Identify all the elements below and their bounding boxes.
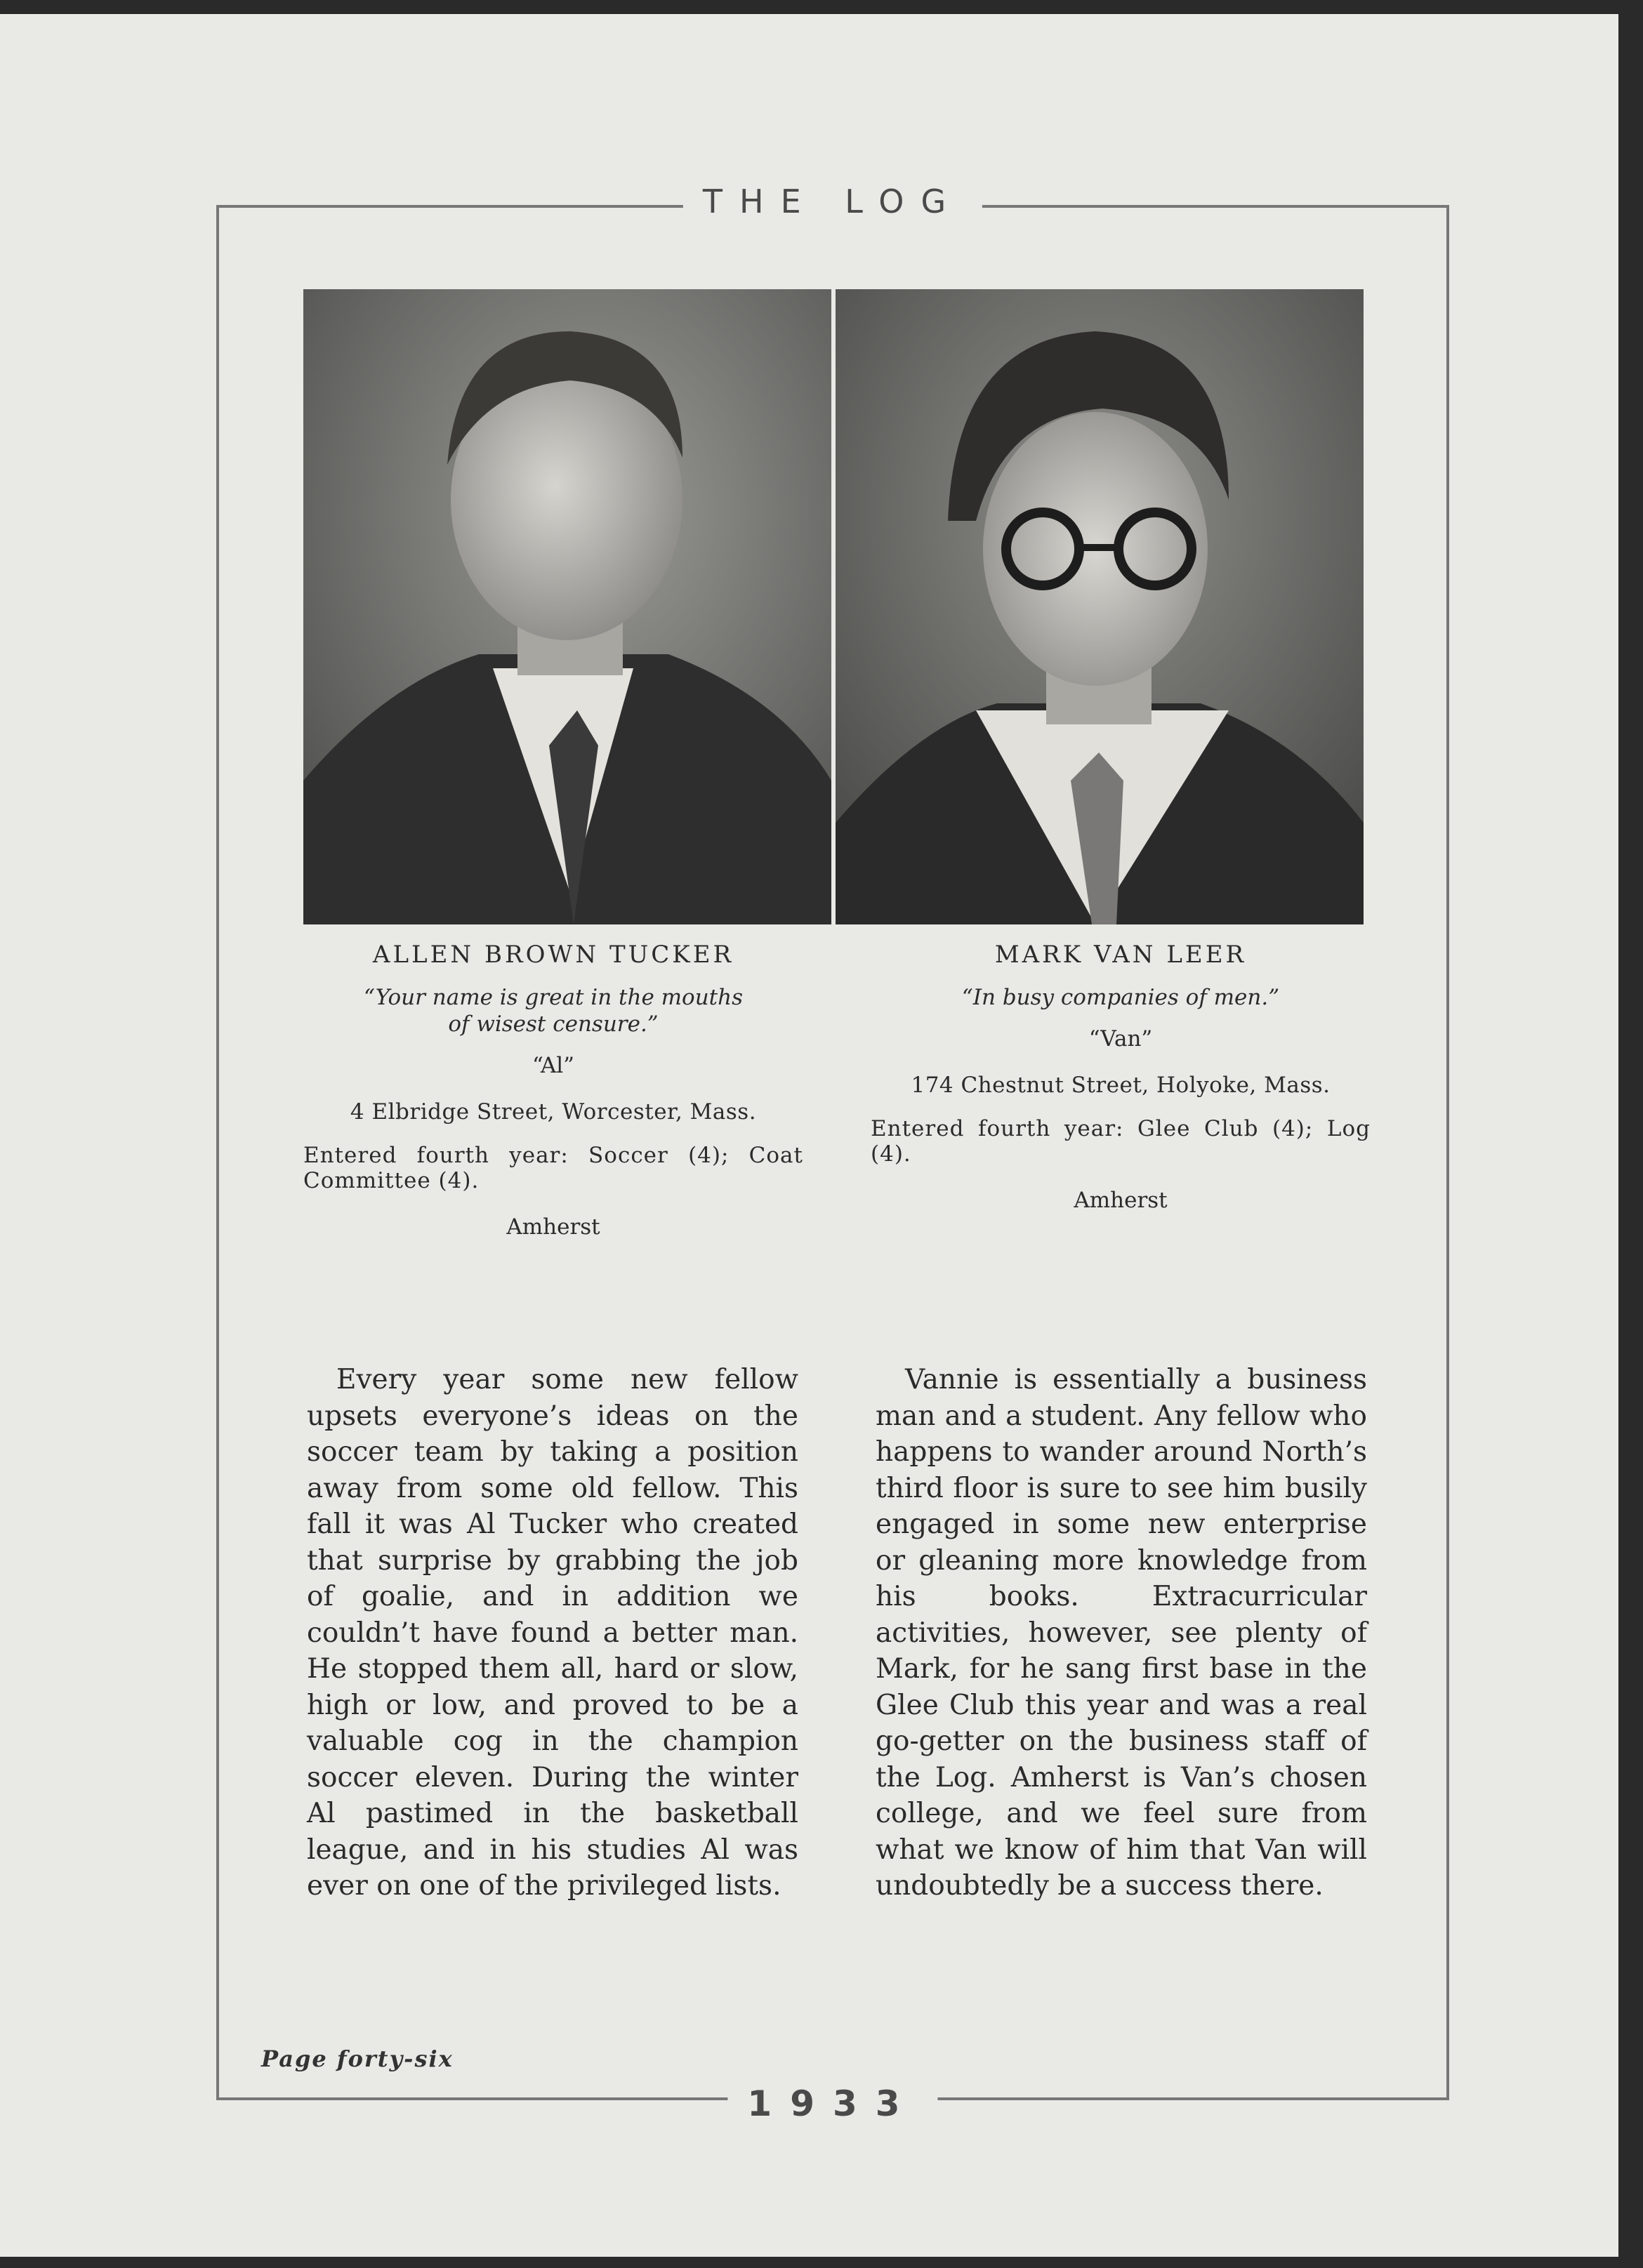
student-college: Amherst: [506, 1214, 600, 1240]
student-nickname: “Al”: [532, 1053, 574, 1078]
student-activities: Entered fourth year: Soccer (4); Coat Committee (4).: [303, 1143, 803, 1193]
student-address: 174 Chestnut Street, Holyoke, Mass.: [911, 1073, 1331, 1098]
quote-line: “In busy companies of men.”: [961, 985, 1280, 1010]
portrait-photo-tucker: [303, 289, 831, 924]
student-activities: Entered fourth year: Glee Club (4); Log (4).: [871, 1116, 1371, 1167]
essay-van-leer: Vannie is essentially a business man and a student. Any fellow who happens to wander around North’s third floor is sure to see him busily engaged in some new enterprise or gleaning more knowledge from his books. Extracurricular activities, however, see plenty of Mark, for he sang first base in the Glee Club this year and was a real go-getter on the business staff of the Log. Amherst is Van’s chosen college, and we feel sure from what we know of him that Van will undoubtedly be a success there.: [876, 1364, 1367, 1902]
student-quote: [871, 984, 1371, 1011]
quote-line: of wisest censure.”: [448, 1012, 659, 1037]
student-address: 4 Elbridge Street, Worcester, Mass.: [350, 1099, 757, 1125]
page-footer-year: 1933: [727, 2083, 937, 2124]
quote-line: “Your name is great in the mouths: [363, 985, 744, 1010]
student-nickname: “Van”: [1088, 1026, 1153, 1052]
caption-block-van-leer: [871, 941, 1371, 1213]
student-name: MARK VAN LEER: [994, 941, 1247, 969]
student-quote: [303, 984, 803, 1037]
portrait-photo-van-leer: [836, 289, 1364, 924]
student-name: ALLEN BROWN TUCKER: [372, 941, 734, 969]
caption-block-tucker: [303, 941, 803, 1240]
student-college: Amherst: [1074, 1188, 1168, 1213]
page-header-title: THE LOG: [683, 183, 982, 220]
page-number: Page forty-six: [261, 2045, 454, 2072]
essay-tucker: Every year some new fellow upsets everyone’s ideas on the soccer team by taking a position away from some old fellow. This fall it was Al Tucker who created that surprise by grabbing the job of goalie, and in addition we couldn’t have found a better man. He stopped them all, hard or slow, high or low, and proved to be a valuable cog in the champion soccer eleven. During the winter Al pastimed in the basketball league, and in his studies Al was ever on one of the privileged lists.: [307, 1364, 798, 1902]
